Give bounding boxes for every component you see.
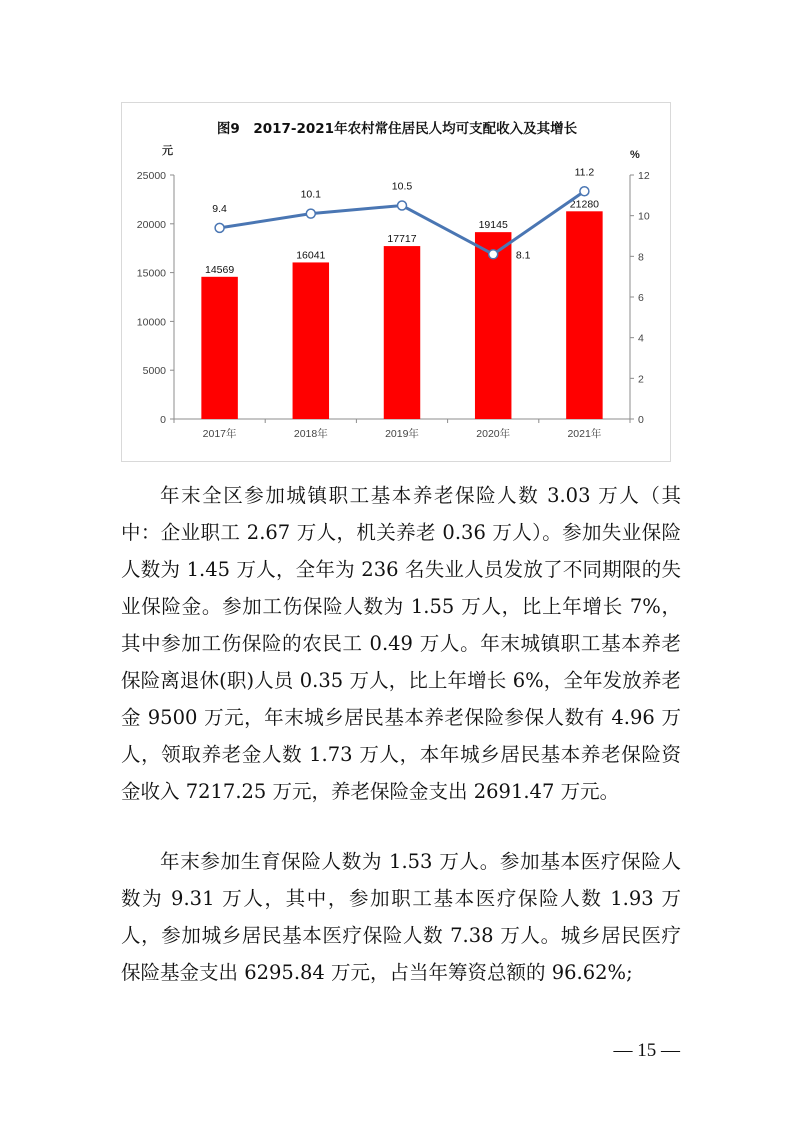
income-bar xyxy=(293,262,329,419)
growth-value-label: 8.1 xyxy=(515,249,531,262)
left-tick-label: 25000 xyxy=(136,170,166,182)
income-bar xyxy=(384,246,420,419)
x-tick-label: 2017年 xyxy=(202,428,237,440)
x-tick-label: 2020年 xyxy=(476,428,511,440)
paragraph-pension xyxy=(121,477,681,810)
page-number: — 15 — xyxy=(613,1040,680,1061)
income-bar xyxy=(566,211,602,419)
growth-value-label: 11.2 xyxy=(574,166,595,179)
growth-value-label: 9.4 xyxy=(212,202,227,215)
paragraph-medical xyxy=(121,843,681,991)
right-tick-label: 12 xyxy=(638,170,650,182)
growth-value-label: 10.1 xyxy=(300,188,322,201)
chart-svg xyxy=(122,103,672,463)
chart-title: 图9 2017-2021年农村常住居民人均可支配收入及其增长 xyxy=(216,121,578,137)
income-bar xyxy=(475,232,511,419)
growth-point xyxy=(306,209,315,218)
growth-point xyxy=(215,223,224,232)
growth-point xyxy=(489,250,498,259)
income-chart xyxy=(121,102,671,462)
left-tick-label: 10000 xyxy=(136,316,166,329)
left-tick-label: 15000 xyxy=(136,267,166,280)
right-tick-label: 0 xyxy=(638,414,644,426)
right-axis-unit: % xyxy=(630,149,640,161)
bar-value-label: 17717 xyxy=(387,233,417,246)
left-tick-label: 5000 xyxy=(142,365,166,378)
paragraph-1-text: 年末全区参加城镇职工基本养老保险人数 3.03 万人（其中：企业职工 2.67 万人，机关养老 0.36 万人）。参加失业保险人数为 1.45 万人，全年为 236 名失业人员发放了不同期限的失业保险金。参加工伤保险人数为 1.55 万人，比上年增长 7%，其中参加工伤保险的农民工 0.49 万人。年末城镇职工基本养老保险离退休(职)人员 0.35 万人，比上年增长 6%，全年发放养老金 9500 万元，年末城乡居民基本养老保险参保人数有 4.96 万人，领取养老金人数 1.73 万人，本年城乡居民基本养老保险资金收入 7217.25 万元，养老保险金支出 2691.47 万元。 xyxy=(121,484,681,803)
right-tick-label: 2 xyxy=(638,373,644,386)
x-tick-label: 2021年 xyxy=(567,428,602,440)
bar-value-label: 14569 xyxy=(204,263,235,276)
left-axis-unit: 元 xyxy=(162,145,173,157)
growth-point xyxy=(580,187,589,196)
income-bar xyxy=(201,277,237,419)
right-tick-label: 4 xyxy=(638,332,644,345)
left-tick-label: 20000 xyxy=(136,218,166,231)
growth-point xyxy=(398,201,407,210)
bar-value-label: 21280 xyxy=(569,198,600,211)
bar-value-label: 16041 xyxy=(296,249,326,262)
x-tick-label: 2018年 xyxy=(293,428,328,440)
bar-value-label: 19145 xyxy=(478,219,508,232)
left-tick-label: 0 xyxy=(160,414,166,426)
right-tick-label: 6 xyxy=(638,292,644,304)
right-tick-label: 10 xyxy=(638,210,650,223)
x-tick-label: 2019年 xyxy=(385,428,419,440)
paragraph-2-text: 年末参加生育保险人数为 1.53 万人。参加基本医疗保险人数为 9.31 万人，其中，参加职工基本医疗保险人数 1.93 万人，参加城乡居民基本医疗保险人数 7.38 万人。城乡居民医疗保险基金支出 6295.84 万元，占当年筹资总额的 96.62%; xyxy=(121,850,681,984)
growth-value-label: 10.5 xyxy=(391,180,413,193)
right-tick-label: 8 xyxy=(638,251,644,264)
